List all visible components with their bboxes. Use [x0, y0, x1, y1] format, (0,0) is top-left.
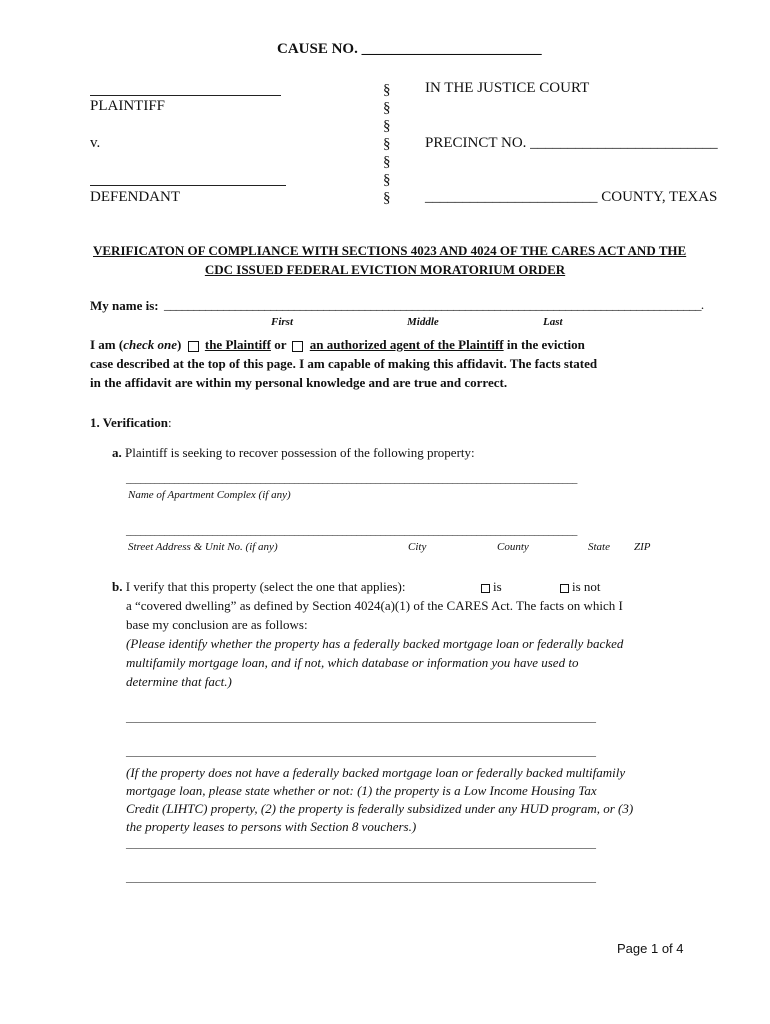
county-caption: County	[497, 541, 529, 553]
role-tail: in the eviction	[506, 337, 585, 352]
middle-name-caption: Middle	[407, 316, 439, 328]
court-label: IN THE JUSTICE COURT	[425, 80, 590, 96]
role-line1	[90, 337, 585, 353]
facts-field-1[interactable]: ______________________________________________________________________________________________	[126, 713, 596, 724]
item-b-text: I verify that this property (select the one that applies):	[125, 579, 406, 594]
section-mark: §	[383, 136, 391, 152]
is-label: is	[493, 579, 502, 594]
option-agent: an authorized agent of the Plaintiff	[309, 337, 504, 352]
document-title-line2: CDC ISSUED FEDERAL EVICTION MORATORIUM ORDER	[204, 262, 566, 277]
section-colon: :	[168, 415, 172, 430]
street-address-field[interactable]: ______________________________________________________________________________________________	[126, 526, 578, 537]
section-mark: §	[383, 172, 391, 188]
role-paren: )	[177, 337, 182, 352]
facts-field-2[interactable]: ______________________________________________________________________________________________	[126, 747, 596, 758]
defendant-signature-line	[90, 185, 286, 186]
item-a-label: a.	[112, 445, 122, 460]
page-number: Page 1 of 4	[617, 941, 684, 956]
instructions-2-line2: mortgage loan, please state whether or not: (1) the property is a Low Income Housing Tax	[126, 783, 597, 798]
section-mark: §	[383, 82, 391, 98]
item-b-label: b.	[112, 579, 123, 594]
city-caption: City	[408, 541, 427, 553]
plaintiff-checkbox[interactable]	[188, 341, 199, 352]
item-a-text: Plaintiff is seeking to recover possession of the following property:	[125, 445, 475, 460]
section-mark: §	[383, 118, 391, 134]
instructions-1-line2: multifamily mortgage loan, and if not, which database or information you have used to	[126, 655, 579, 670]
plaintiff-signature-line	[90, 95, 281, 96]
section-mark: §	[383, 100, 391, 116]
role-line3: in the affidavit are within my personal knowledge and are true and correct.	[90, 375, 508, 390]
option-plaintiff: the Plaintiff	[204, 337, 271, 352]
section-title: . Verification	[96, 415, 168, 430]
versus-label: v.	[90, 135, 101, 151]
zip-caption: ZIP	[634, 541, 651, 553]
role-prefix: I am (	[90, 337, 124, 352]
document-title-line1: VERIFICATON OF COMPLIANCE WITH SECTIONS 4023 AND 4024 OF THE CARES ACT AND THE	[93, 243, 687, 258]
defendant-label: DEFENDANT	[90, 189, 180, 205]
facts-field-3[interactable]: ______________________________________________________________________________________________	[126, 839, 596, 850]
last-name-caption: Last	[543, 316, 563, 328]
check-one-hint: check one	[123, 337, 178, 352]
first-name-caption: First	[271, 316, 294, 328]
is-option	[478, 579, 502, 595]
is-not-option	[557, 579, 601, 595]
apartment-name-caption: Name of Apartment Complex (if any)	[128, 489, 291, 501]
agent-checkbox[interactable]	[292, 341, 303, 352]
item-b-line2: a “covered dwelling” as defined by Section 4024(a)(1) of the CARES Act. The facts on which I	[126, 598, 623, 613]
section-number: 1	[90, 415, 97, 430]
or-label: or	[274, 337, 287, 352]
section-marks	[383, 81, 391, 207]
role-line2: case described at the top of this page. I am capable of making this affidavit. The facts stated	[90, 356, 598, 371]
county-label: _______________________ COUNTY, TEXAS	[425, 189, 718, 205]
cause-number: CAUSE NO. ________________________	[277, 41, 542, 57]
apartment-name-field[interactable]: ______________________________________________________________________________________________	[126, 474, 578, 485]
facts-field-4[interactable]: ______________________________________________________________________________________________	[126, 873, 596, 884]
instructions-2-line1: (If the property does not have a federally backed mortgage loan or federally backed multifamily	[126, 765, 626, 780]
instructions-1-line3: determine that fact.)	[126, 674, 232, 689]
section-mark: §	[383, 154, 391, 170]
plaintiff-label: PLAINTIFF	[90, 98, 166, 114]
name-field[interactable]: ___________________________________________________________________________________________.	[164, 297, 704, 312]
item-a	[112, 445, 475, 461]
instructions-2-line4: the property leases to persons with Section 8 vouchers.)	[126, 819, 417, 834]
name-label: My name is:	[90, 298, 159, 313]
precinct-label: PRECINCT NO. _________________________	[425, 135, 718, 151]
is-checkbox[interactable]	[481, 584, 490, 593]
state-caption: State	[588, 541, 610, 553]
instructions-1-line1: (Please identify whether the property has a federally backed mortgage loan or federally backed	[126, 636, 624, 651]
item-b-line3: base my conclusion are as follows:	[126, 617, 308, 632]
is-not-label: is not	[572, 579, 601, 594]
is-not-checkbox[interactable]	[560, 584, 569, 593]
street-address-caption: Street Address & Unit No. (if any)	[128, 541, 278, 553]
item-b	[112, 579, 406, 595]
section-mark: §	[383, 190, 391, 206]
verification-heading	[90, 415, 172, 431]
instructions-2-line3: Credit (LIHTC) property, (2) the property is federally subsidized under any HUD program, or (3)	[126, 801, 634, 816]
